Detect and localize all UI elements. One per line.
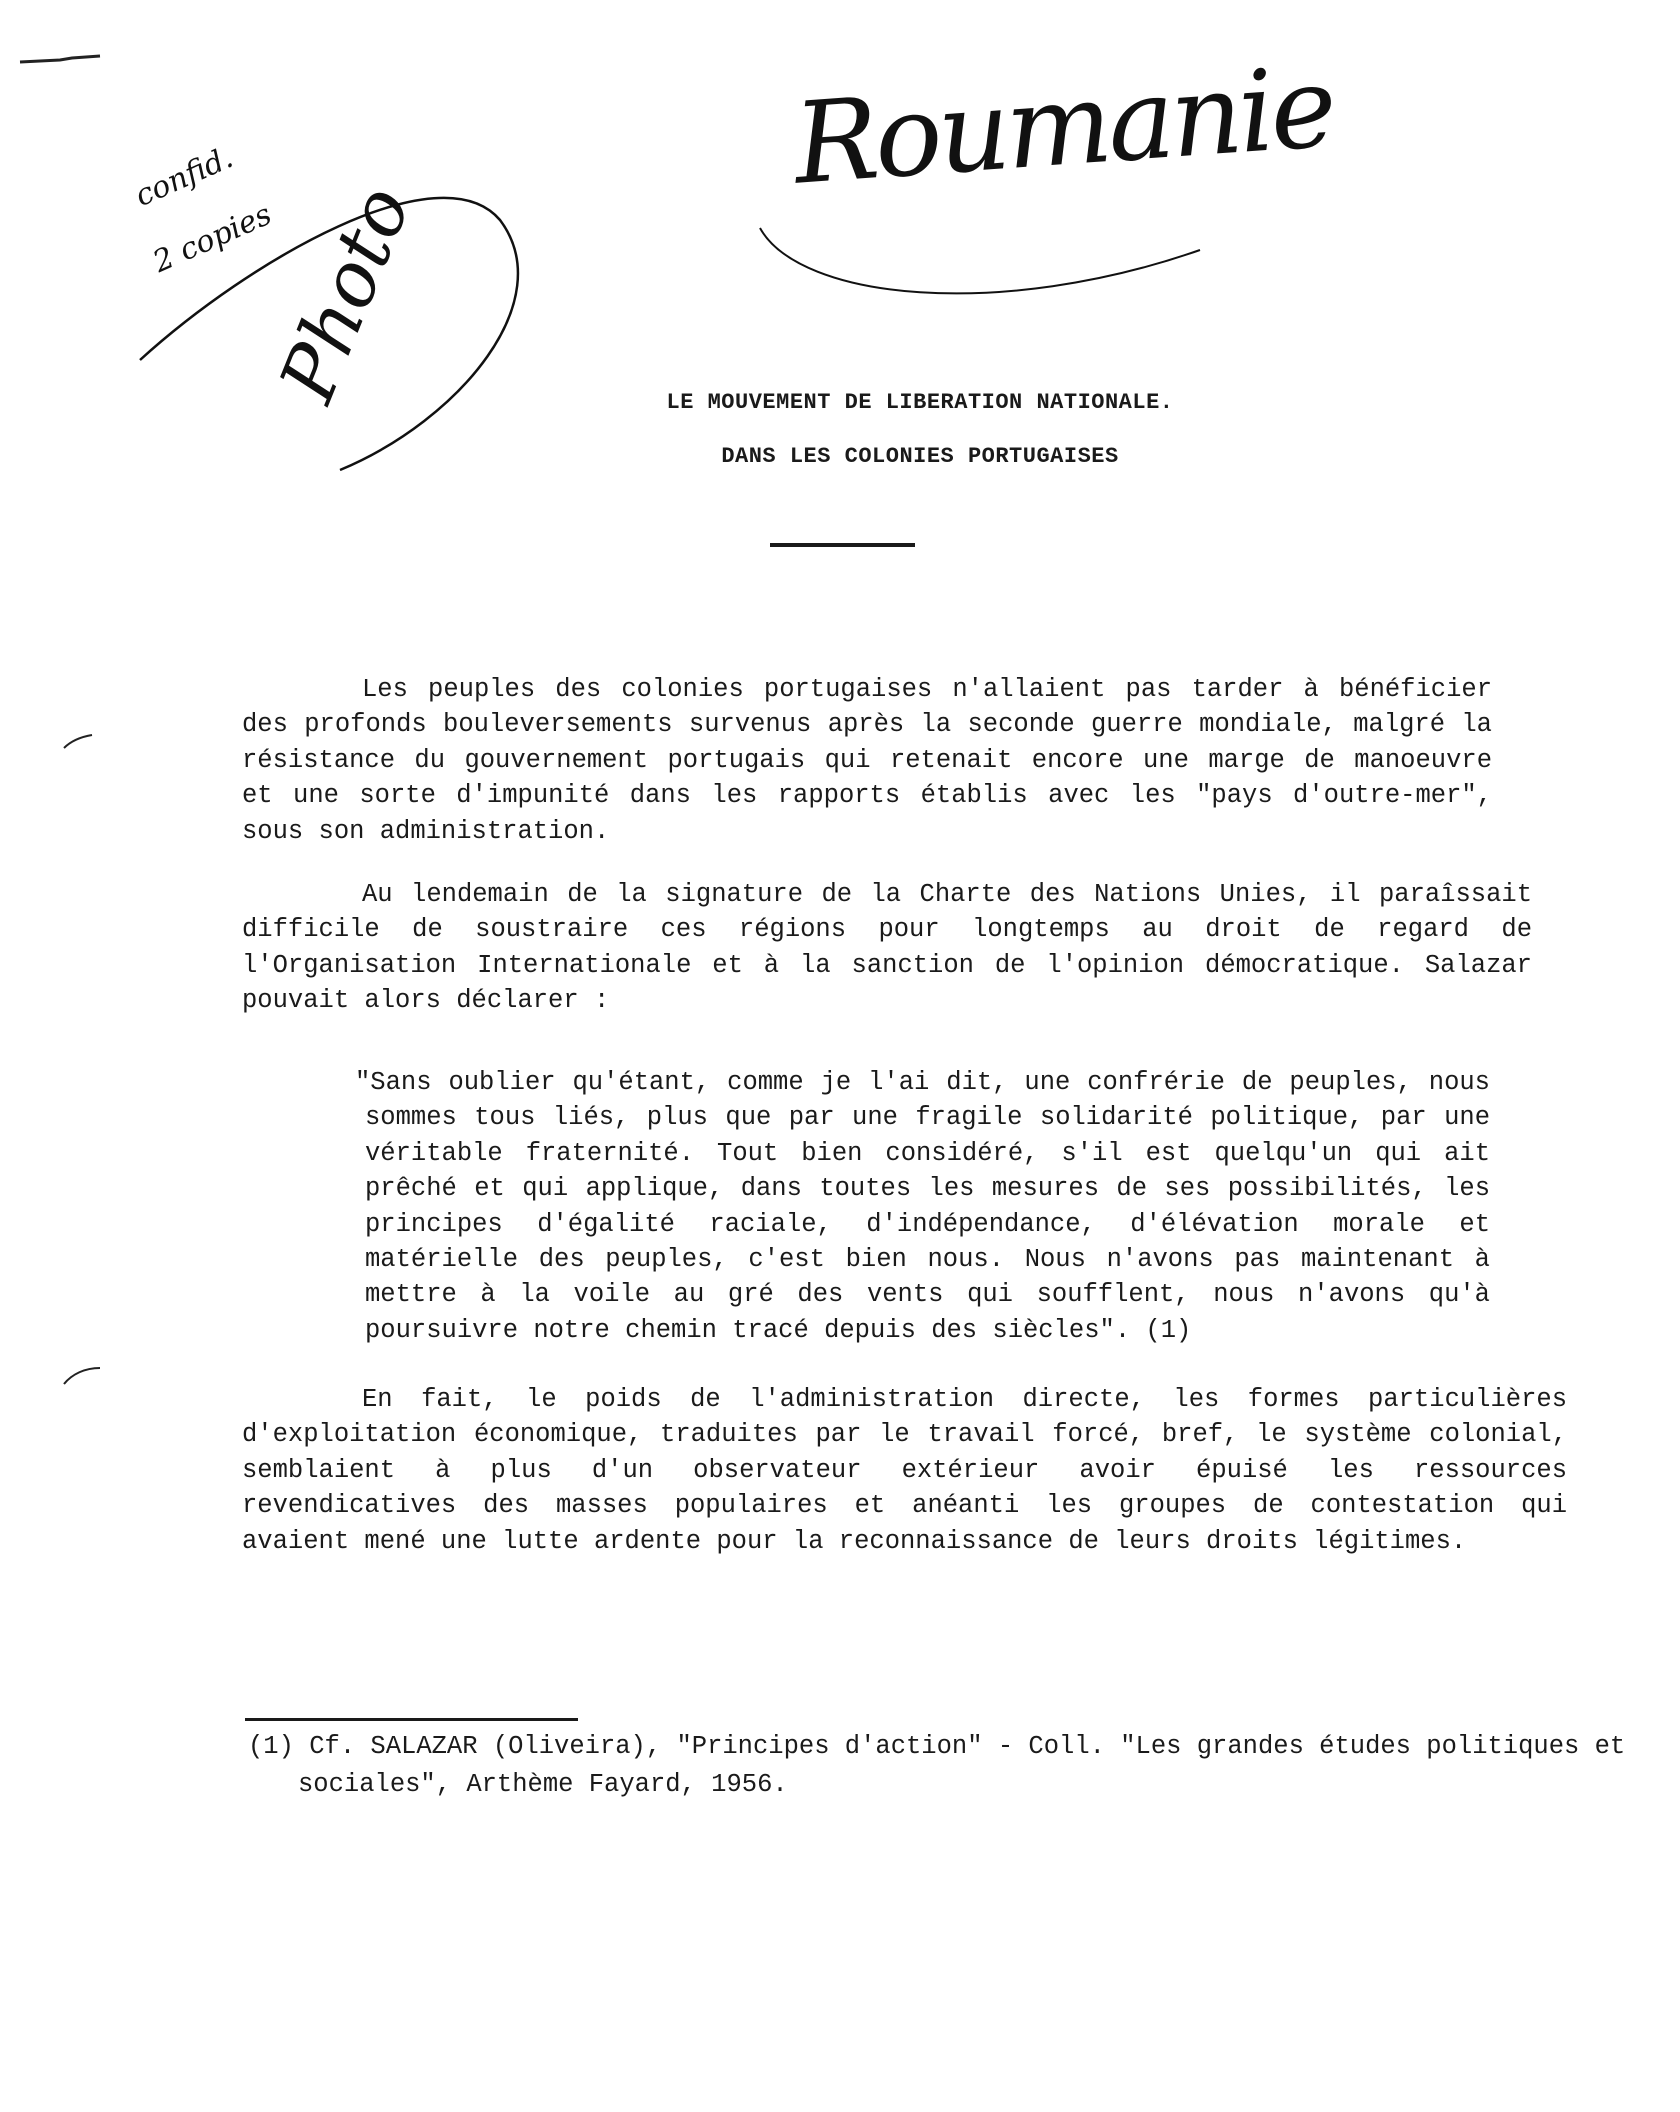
- margin-bracket-2: [64, 1368, 100, 1384]
- footnote-separator-rule: [245, 1718, 578, 1721]
- handwritten-margin-note-confid: confid.: [130, 140, 239, 214]
- salazar-quotation: "Sans oublier qu'étant, comme je l'ai dit, une confrérie de peuples, nous sommes tous liés, plus que par une fragile solidarité politique, par une véritable fraternité. Tout bien considéré, s'il est quelqu'un qui ait prêché et qui applique, dans toutes les mesures de ses possibilités, les principes d'égalité raciale, d'indépendance, d'élévation morale et matérielle des peuples, c'est bien nous. Nous n'avons pas maintenant à mettre à la voile au gré des vents qui soufflent, nous n'avons qu'à poursuivre notre chemin tracé depuis des siècles". (1): [355, 1068, 1490, 1345]
- document-title-line-2: DANS LES COLONIES PORTUGAISES: [721, 444, 1119, 469]
- paragraph-1: Les peuples des colonies portugaises n'allaient pas tarder à bénéficier des profonds bouleversements survenus après la seconde guerre mondiale, malgré la résistance du gouvernement portugais qui retenait encore une marge de manoeuvre et une sorte d'impunité dans les rapports établis avec les "pays d'outre-mer", sous son administration.: [242, 675, 1492, 846]
- document-title-line-1: LE MOUVEMENT DE LIBERATION NATIONALE.: [666, 390, 1174, 415]
- corner-scribble: [20, 56, 100, 62]
- margin-bracket-1: [64, 735, 92, 748]
- title-separator-rule: [770, 543, 915, 547]
- title-underline-swoosh: [760, 228, 1200, 293]
- handwritten-margin-note-photo: Photo: [262, 174, 428, 414]
- footnote-1: (1) Cf. SALAZAR (Oliveira), "Principes d'action" - Coll. "Les grandes études politiques et sociales", Arthème Fayard, 1956.: [248, 1732, 1626, 1799]
- paragraph-2: Au lendemain de la signature de la Charte des Nations Unies, il paraîssait difficile de soustraire ces régions pour longtemps au droit de regard de l'Organisation Internationale et à la sanction de l'opinion démocratique. Salazar pouvait alors déclarer :: [242, 880, 1532, 1016]
- paragraph-3: En fait, le poids de l'administration directe, les formes particulières d'exploitation économique, traduites par le travail forcé, bref, le système colonial, semblaient à plus d'un observateur extérieur avoir épuisé les ressources revendicatives des masses populaires et anéanti les groupes de contestation qui avaient mené une lutte ardente pour la reconnaissance de leurs droits légitimes.: [242, 1385, 1567, 1556]
- handwritten-country: Roumanie: [790, 42, 1337, 210]
- handwritten-margin-note-copies: 2 copies: [148, 196, 277, 280]
